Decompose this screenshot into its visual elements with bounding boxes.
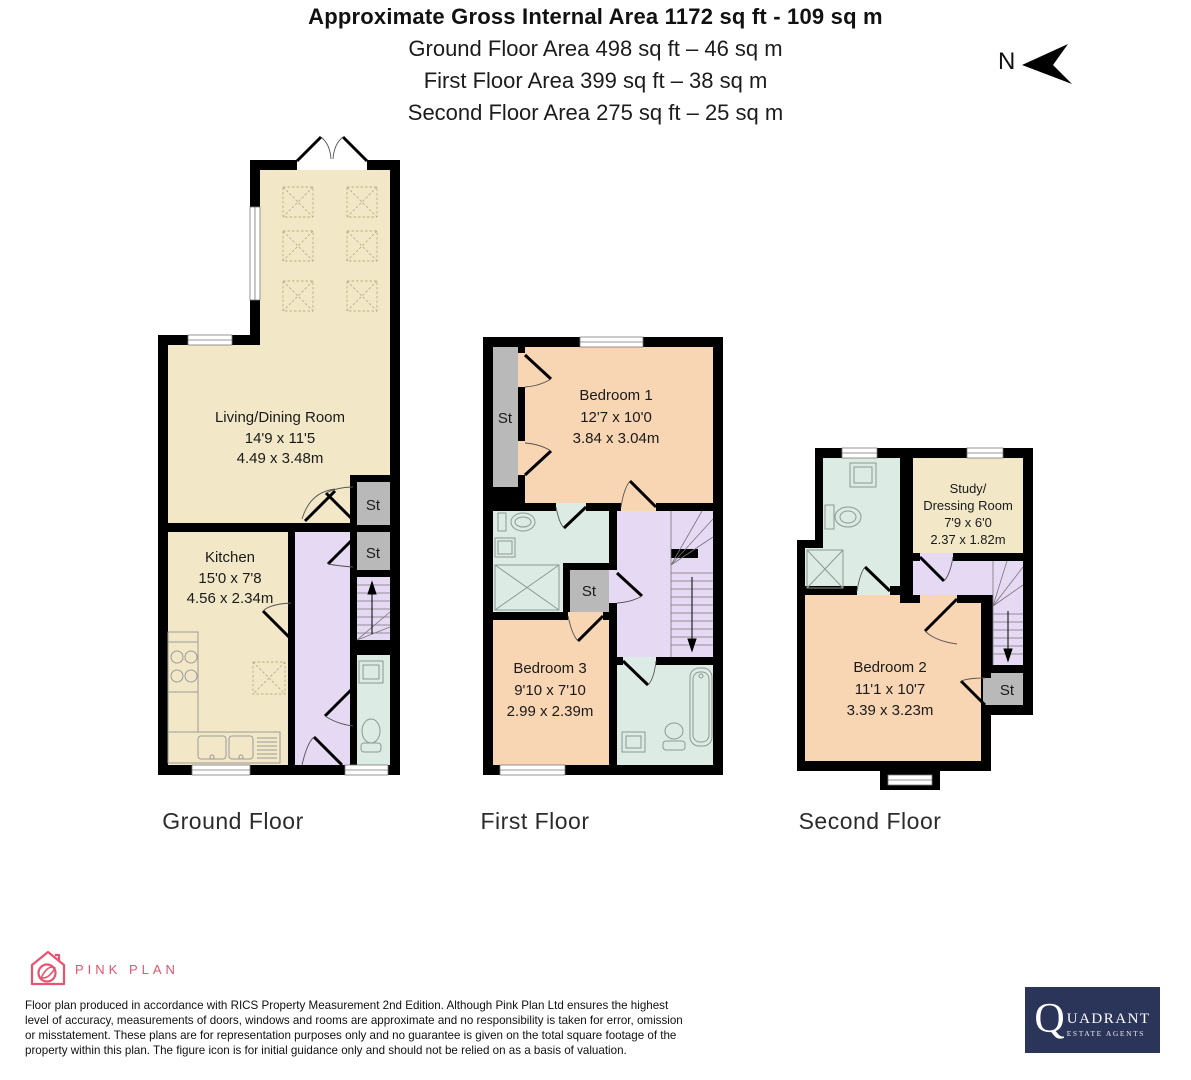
bedroom2-metric: 3.39 x 3.23m bbox=[846, 702, 934, 719]
ground-storage-2-label: St bbox=[365, 545, 381, 562]
agent-logo-initial: Q bbox=[1034, 996, 1065, 1042]
ground-floor-area-line: Ground Floor Area 498 sq ft – 46 sq m bbox=[408, 36, 783, 61]
study-name-line1: Study/ bbox=[949, 481, 987, 496]
ground-floor-caption: Ground Floor bbox=[162, 808, 304, 834]
pink-plan-logo-icon bbox=[28, 948, 68, 988]
living-room-metric: 4.49 x 3.48m bbox=[236, 450, 324, 467]
second-storage-label: St bbox=[999, 682, 1015, 699]
living-room-name: Living/Dining Room bbox=[214, 409, 346, 426]
first-floor-plan bbox=[478, 335, 726, 777]
bedroom3-metric: 2.99 x 2.39m bbox=[506, 703, 594, 720]
ground-wc bbox=[357, 655, 390, 765]
bedroom1-name: Bedroom 1 bbox=[579, 387, 653, 404]
first-storage-center-label: St bbox=[581, 583, 597, 600]
agent-logo-subtitle: ESTATE AGENTS bbox=[1066, 1029, 1146, 1038]
second-floor-caption: Second Floor bbox=[798, 808, 942, 834]
kitchen-imperial: 15'0 x 7'8 bbox=[198, 570, 262, 587]
first-storage-left-label: St bbox=[497, 410, 513, 427]
agent-logo-name: UADRANT bbox=[1066, 1011, 1151, 1027]
north-label: N bbox=[998, 48, 1016, 75]
page-title: Approximate Gross Internal Area 1172 sq ft - 109 sq m bbox=[308, 4, 883, 29]
bedroom2-name: Bedroom 2 bbox=[853, 659, 927, 676]
kitchen-room bbox=[168, 532, 288, 765]
second-floor-area-line: Second Floor Area 275 sq ft – 25 sq m bbox=[407, 100, 784, 125]
first-floor-area-line: First Floor Area 399 sq ft – 38 sq m bbox=[423, 68, 768, 93]
patio-double-door bbox=[297, 137, 367, 161]
first-landing bbox=[617, 511, 713, 657]
bedroom3-name: Bedroom 3 bbox=[513, 660, 587, 677]
ground-storage-1-label: St bbox=[365, 497, 381, 514]
kitchen-metric: 4.56 x 2.34m bbox=[186, 590, 274, 607]
bedroom2-room bbox=[805, 595, 981, 761]
study-name-line2: Dressing Room bbox=[923, 498, 1013, 513]
disclaimer-text: Floor plan produced in accordance with RICS Property Measurement 2nd Edition. Although Pink Plan Ltd ensures the highest level of accuracy, measurements of doors, windows and rooms are approximate and no responsibility is taken for error, omission or misstatement. These plans are for representation purposes only and no guarantee is given on the total square footage of the property within this plan. The figure icon is for initial guidance only and should not be relied on as a basis of valuation. bbox=[25, 999, 683, 1058]
pink-plan-wordmark: PINK PLAN bbox=[75, 962, 179, 977]
estate-agent-logo bbox=[1025, 987, 1160, 1053]
study-metric: 2.37 x 1.82m bbox=[930, 532, 1006, 547]
living-room-imperial: 14'9 x 11'5 bbox=[244, 430, 316, 447]
ground-floor-plan bbox=[150, 130, 410, 780]
ground-hallway bbox=[295, 532, 350, 765]
bedroom3-imperial: 9'10 x 7'10 bbox=[514, 682, 586, 699]
first-floor-caption: First Floor bbox=[480, 808, 590, 834]
study-imperial: 7'9 x 6'0 bbox=[944, 515, 992, 530]
bedroom2-imperial: 11'1 x 10'7 bbox=[854, 681, 926, 698]
bedroom1-metric: 3.84 x 3.04m bbox=[572, 430, 660, 447]
north-arrow-icon bbox=[1022, 44, 1072, 84]
living-dining-room bbox=[168, 170, 390, 523]
second-floor-plan bbox=[795, 443, 1045, 793]
kitchen-name: Kitchen bbox=[204, 549, 256, 566]
bedroom1-imperial: 12'7 x 10'0 bbox=[580, 409, 652, 426]
